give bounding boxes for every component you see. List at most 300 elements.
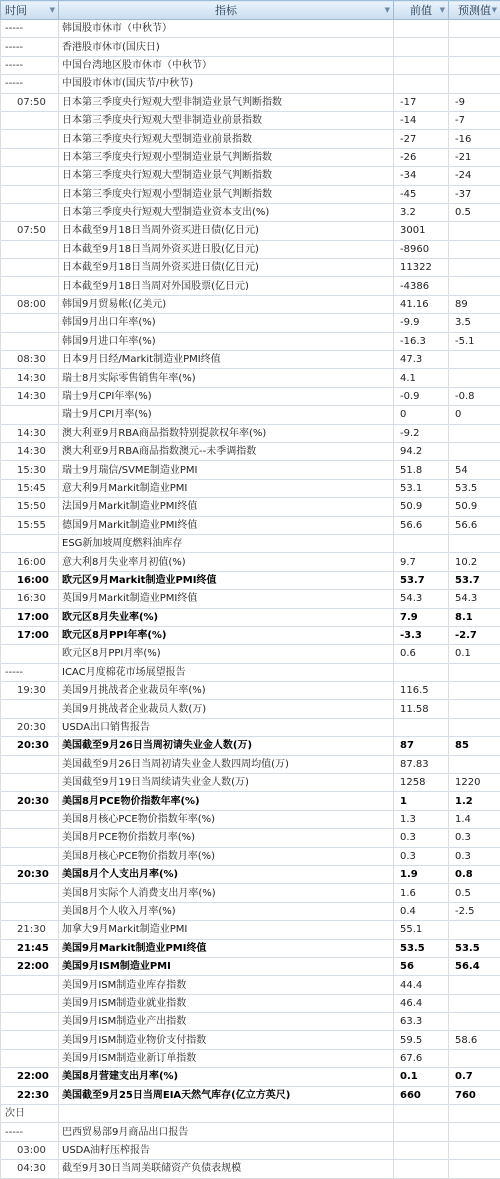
indicator-cell: 日本第三季度央行短观大型非制造业前景指数 — [59, 111, 394, 129]
indicator-cell: 美国截至9月26日当周初请失业金人数(万) — [59, 737, 394, 755]
previous-value-cell: 1.6 — [394, 884, 449, 902]
previous-value-cell: 87 — [394, 737, 449, 755]
header-row — [1, 1, 500, 20]
previous-value-cell: -9.9 — [394, 314, 449, 332]
previous-value-cell: -14 — [394, 111, 449, 129]
forecast-value-cell: 54.3 — [449, 590, 500, 608]
forecast-value-cell: -9 — [449, 93, 500, 111]
indicator-cell: 瑞士9月瑞信/SVME制造业PMI — [59, 461, 394, 479]
forecast-value-cell: -2.7 — [449, 626, 500, 644]
previous-value-cell: 46.4 — [394, 994, 449, 1012]
indicator-cell: 欧元区9月Markit制造业PMI终值 — [59, 571, 394, 589]
indicator-cell: 韩国股市休市（中秋节） — [59, 20, 394, 38]
table-row — [1, 424, 500, 442]
previous-value-cell: 11.58 — [394, 700, 449, 718]
forecast-value-cell: 53.5 — [449, 479, 500, 497]
previous-value-cell: 55.1 — [394, 921, 449, 939]
time-cell — [1, 130, 59, 148]
table-row — [1, 222, 500, 240]
time-cell — [1, 847, 59, 865]
table-row — [1, 700, 500, 718]
previous-value-cell — [394, 20, 449, 38]
previous-value-cell: 53.1 — [394, 479, 449, 497]
previous-value-cell: -4386 — [394, 277, 449, 295]
previous-value-cell: 3.2 — [394, 203, 449, 221]
forecast-value-cell: 89 — [449, 295, 500, 313]
table-row — [1, 369, 500, 387]
column-header-time-label: 时间 — [5, 4, 27, 17]
table-row — [1, 957, 500, 975]
previous-value-cell: 0.4 — [394, 902, 449, 920]
table-row — [1, 792, 500, 810]
forecast-value-cell: 760 — [449, 1086, 500, 1104]
indicator-cell: 日本第三季度央行短观小型制造业景气判断指数 — [59, 185, 394, 203]
forecast-value-cell: 0.3 — [449, 829, 500, 847]
previous-value-cell: 0 — [394, 406, 449, 424]
indicator-cell: 中国股市休市(国庆节/中秋节) — [59, 75, 394, 93]
forecast-value-cell: 0.1 — [449, 645, 500, 663]
indicator-cell: 美国8月个人收入月率(%) — [59, 902, 394, 920]
table-row — [1, 976, 500, 994]
indicator-cell: 美国8月PCE物价指数年率(%) — [59, 792, 394, 810]
previous-value-cell: 3001 — [394, 222, 449, 240]
forecast-value-cell — [449, 976, 500, 994]
previous-value-cell: 4.1 — [394, 369, 449, 387]
table-row — [1, 902, 500, 920]
forecast-value-cell — [449, 369, 500, 387]
forecast-value-cell: 54 — [449, 461, 500, 479]
time-cell: 17:00 — [1, 608, 59, 626]
previous-value-cell: 63.3 — [394, 1013, 449, 1031]
previous-value-cell: 0.1 — [394, 1068, 449, 1086]
forecast-value-cell: 53.7 — [449, 571, 500, 589]
indicator-cell: 韩国9月出口年率(%) — [59, 314, 394, 332]
indicator-cell: 美国截至9月26日当周初请失业金人数四周均值(万) — [59, 755, 394, 773]
table-body — [1, 20, 500, 1179]
indicator-cell: 美国9月ISM制造业产出指数 — [59, 1013, 394, 1031]
indicator-cell: 意大利9月Markit制造业PMI — [59, 479, 394, 497]
previous-value-cell: 59.5 — [394, 1031, 449, 1049]
table-row — [1, 1141, 500, 1159]
previous-value-cell: 0.3 — [394, 829, 449, 847]
table-row — [1, 994, 500, 1012]
time-cell: 14:30 — [1, 387, 59, 405]
table-row — [1, 590, 500, 608]
indicator-cell: 美国8月实际个人消费支出月率(%) — [59, 884, 394, 902]
time-cell: 17:00 — [1, 626, 59, 644]
indicator-cell: 美国9月ISM制造业就业指数 — [59, 994, 394, 1012]
time-cell: 22:30 — [1, 1086, 59, 1104]
previous-value-cell: 47.3 — [394, 351, 449, 369]
time-cell: 15:45 — [1, 479, 59, 497]
time-cell: 19:30 — [1, 682, 59, 700]
forecast-value-cell — [449, 75, 500, 93]
forecast-value-cell: 8.1 — [449, 608, 500, 626]
table-row — [1, 737, 500, 755]
sort-arrow-icon: ▼ — [440, 6, 445, 14]
previous-value-cell: -9.2 — [394, 424, 449, 442]
previous-value-cell — [394, 1105, 449, 1123]
forecast-value-cell — [449, 424, 500, 442]
table-row — [1, 1105, 500, 1123]
table-row — [1, 865, 500, 883]
previous-value-cell: 1.9 — [394, 865, 449, 883]
previous-value-cell: 660 — [394, 1086, 449, 1104]
forecast-value-cell: -16 — [449, 130, 500, 148]
table-row — [1, 351, 500, 369]
indicator-cell: 日本第三季度央行短观大型制造业景气判断指数 — [59, 167, 394, 185]
indicator-cell: 日本截至9月18日当周外资买进日债(亿日元) — [59, 259, 394, 277]
previous-value-cell: -8960 — [394, 240, 449, 258]
forecast-value-cell: -24 — [449, 167, 500, 185]
sort-arrow-icon: ▼ — [50, 6, 55, 14]
table-row — [1, 1160, 500, 1178]
forecast-value-cell — [449, 663, 500, 681]
forecast-value-cell: -2.5 — [449, 902, 500, 920]
table-row — [1, 479, 500, 497]
time-cell: 16:00 — [1, 571, 59, 589]
forecast-value-cell: 85 — [449, 737, 500, 755]
table-row — [1, 608, 500, 626]
indicator-cell: 瑞士9月CPI月率(%) — [59, 406, 394, 424]
previous-value-cell: -16.3 — [394, 332, 449, 350]
time-cell: ----- — [1, 56, 59, 74]
time-cell — [1, 203, 59, 221]
table-row — [1, 38, 500, 56]
time-cell: 15:30 — [1, 461, 59, 479]
table-row — [1, 442, 500, 460]
table-row — [1, 277, 500, 295]
time-cell — [1, 994, 59, 1012]
table-row — [1, 534, 500, 552]
indicator-cell: USDA出口销售报告 — [59, 718, 394, 736]
forecast-value-cell: 0 — [449, 406, 500, 424]
forecast-value-cell: -21 — [449, 148, 500, 166]
previous-value-cell: 116.5 — [394, 682, 449, 700]
time-cell — [1, 277, 59, 295]
previous-value-cell: -3.3 — [394, 626, 449, 644]
indicator-cell: 英国9月Markit制造业PMI终值 — [59, 590, 394, 608]
forecast-value-cell: -7 — [449, 111, 500, 129]
forecast-value-cell — [449, 1160, 500, 1178]
indicator-cell: ICAC月度棉花市场展望报告 — [59, 663, 394, 681]
indicator-cell: 澳大利亚9月RBA商品指数特别提款权年率(%) — [59, 424, 394, 442]
time-cell — [1, 1031, 59, 1049]
previous-value-cell: -45 — [394, 185, 449, 203]
indicator-cell: 日本截至9月18日当周外资买进日股(亿日元) — [59, 240, 394, 258]
forecast-value-cell: 0.5 — [449, 203, 500, 221]
column-header-forecast[interactable] — [449, 1, 500, 20]
previous-value-cell: 51.8 — [394, 461, 449, 479]
forecast-value-cell — [449, 921, 500, 939]
column-header-forecast-label: 预测值 — [458, 4, 491, 17]
forecast-value-cell — [449, 682, 500, 700]
indicator-cell: 美国9月挑战者企业裁员人数(万) — [59, 700, 394, 718]
time-cell: 20:30 — [1, 718, 59, 736]
table-row — [1, 626, 500, 644]
indicator-cell: 美国截至9月19日当周续请失业金人数(万) — [59, 774, 394, 792]
forecast-value-cell — [449, 351, 500, 369]
indicator-cell: 美国9月ISM制造业物价支付指数 — [59, 1031, 394, 1049]
forecast-value-cell: 56.4 — [449, 957, 500, 975]
previous-value-cell: -17 — [394, 93, 449, 111]
time-cell: 04:30 — [1, 1160, 59, 1178]
table-row — [1, 1049, 500, 1067]
indicator-cell: 欧元区8月PPI年率(%) — [59, 626, 394, 644]
forecast-value-cell — [449, 1123, 500, 1141]
time-cell: 07:50 — [1, 222, 59, 240]
table-row — [1, 314, 500, 332]
time-cell — [1, 700, 59, 718]
forecast-value-cell — [449, 700, 500, 718]
previous-value-cell: 54.3 — [394, 590, 449, 608]
time-cell — [1, 167, 59, 185]
forecast-value-cell: 0.7 — [449, 1068, 500, 1086]
time-cell: 22:00 — [1, 957, 59, 975]
table-row — [1, 921, 500, 939]
indicator-cell: 日本第三季度央行短观小型制造业景气判断指数 — [59, 148, 394, 166]
forecast-value-cell — [449, 259, 500, 277]
indicator-cell: 美国9月ISM制造业PMI — [59, 957, 394, 975]
time-cell: ----- — [1, 663, 59, 681]
time-cell: 20:30 — [1, 792, 59, 810]
time-cell: ----- — [1, 1123, 59, 1141]
indicator-cell: 法国9月Markit制造业PMI终值 — [59, 498, 394, 516]
indicator-cell: 日本截至9月18日当周对外国股票(亿日元) — [59, 277, 394, 295]
table-row — [1, 516, 500, 534]
forecast-value-cell: -0.8 — [449, 387, 500, 405]
table-row — [1, 774, 500, 792]
time-cell: ----- — [1, 38, 59, 56]
time-cell — [1, 185, 59, 203]
previous-value-cell — [394, 75, 449, 93]
forecast-value-cell — [449, 1141, 500, 1159]
indicator-cell: 美国8月核心PCE物价指数年率(%) — [59, 810, 394, 828]
previous-value-cell: 94.2 — [394, 442, 449, 460]
indicator-cell: 美国8月营建支出月率(%) — [59, 1068, 394, 1086]
previous-value-cell: 7.9 — [394, 608, 449, 626]
table-row — [1, 185, 500, 203]
table-row — [1, 1123, 500, 1141]
forecast-value-cell: 50.9 — [449, 498, 500, 516]
table-row — [1, 1086, 500, 1104]
indicator-cell: 加拿大9月Markit制造业PMI — [59, 921, 394, 939]
column-header-indicator[interactable] — [59, 1, 394, 20]
previous-value-cell: -26 — [394, 148, 449, 166]
time-cell: 16:00 — [1, 553, 59, 571]
time-cell — [1, 829, 59, 847]
forecast-value-cell: 3.5 — [449, 314, 500, 332]
table-row — [1, 406, 500, 424]
table-row — [1, 645, 500, 663]
indicator-cell: 美国9月ISM制造业新订单指数 — [59, 1049, 394, 1067]
table-row — [1, 682, 500, 700]
indicator-cell: USDA油籽压榨报告 — [59, 1141, 394, 1159]
previous-value-cell: 56.6 — [394, 516, 449, 534]
previous-value-cell — [394, 1141, 449, 1159]
time-cell: 20:30 — [1, 737, 59, 755]
time-cell — [1, 148, 59, 166]
table-row — [1, 553, 500, 571]
forecast-value-cell — [449, 1049, 500, 1067]
indicator-cell: 美国9月挑战者企业裁员年率(%) — [59, 682, 394, 700]
table-row — [1, 295, 500, 313]
forecast-value-cell: -37 — [449, 185, 500, 203]
previous-value-cell: 1258 — [394, 774, 449, 792]
time-cell — [1, 406, 59, 424]
table-row — [1, 203, 500, 221]
table-row — [1, 148, 500, 166]
time-cell: 08:30 — [1, 351, 59, 369]
time-cell — [1, 1049, 59, 1067]
time-cell: 16:30 — [1, 590, 59, 608]
indicator-cell: 韩国9月贸易帐(亿美元) — [59, 295, 394, 313]
forecast-value-cell — [449, 277, 500, 295]
forecast-value-cell — [449, 222, 500, 240]
time-cell: 07:50 — [1, 93, 59, 111]
forecast-value-cell — [449, 718, 500, 736]
time-cell — [1, 1013, 59, 1031]
indicator-cell — [59, 1105, 394, 1123]
time-cell: ----- — [1, 20, 59, 38]
indicator-cell: 德国9月Markit制造业PMI终值 — [59, 516, 394, 534]
indicator-cell: 澳大利亚9月RBA商品指数澳元--未季调指数 — [59, 442, 394, 460]
time-cell: 20:30 — [1, 865, 59, 883]
time-cell: 14:30 — [1, 424, 59, 442]
previous-value-cell: 56 — [394, 957, 449, 975]
column-header-previous-label: 前值 — [410, 4, 432, 17]
indicator-cell: 美国截至9月25日当周EIA天然气库存(亿立方英尺) — [59, 1086, 394, 1104]
time-cell: 22:00 — [1, 1068, 59, 1086]
previous-value-cell: 44.4 — [394, 976, 449, 994]
forecast-value-cell: 10.2 — [449, 553, 500, 571]
indicator-cell: 香港股市休市(国庆日) — [59, 38, 394, 56]
previous-value-cell: -34 — [394, 167, 449, 185]
indicator-cell: 韩国9月进口年率(%) — [59, 332, 394, 350]
time-cell: 21:45 — [1, 939, 59, 957]
previous-value-cell: 11322 — [394, 259, 449, 277]
indicator-cell: 日本第三季度央行短观大型非制造业景气判断指数 — [59, 93, 394, 111]
indicator-cell: 瑞士9月CPI年率(%) — [59, 387, 394, 405]
indicator-cell: 美国9月ISM制造业库存指数 — [59, 976, 394, 994]
forecast-value-cell: 56.6 — [449, 516, 500, 534]
forecast-value-cell: 1.2 — [449, 792, 500, 810]
previous-value-cell: 0.3 — [394, 847, 449, 865]
forecast-value-cell: 0.3 — [449, 847, 500, 865]
column-header-time[interactable] — [1, 1, 59, 20]
time-cell: 03:00 — [1, 1141, 59, 1159]
table-row — [1, 884, 500, 902]
table-row — [1, 1068, 500, 1086]
previous-value-cell: 53.5 — [394, 939, 449, 957]
indicator-cell: 美国8月核心PCE物价指数月率(%) — [59, 847, 394, 865]
time-cell: 次日 — [1, 1105, 59, 1123]
forecast-value-cell: 53.5 — [449, 939, 500, 957]
previous-value-cell: -0.9 — [394, 387, 449, 405]
table-row — [1, 571, 500, 589]
previous-value-cell: 67.6 — [394, 1049, 449, 1067]
time-cell — [1, 332, 59, 350]
previous-value-cell: 9.7 — [394, 553, 449, 571]
indicator-cell: 瑞士8月实际零售销售年率(%) — [59, 369, 394, 387]
forecast-value-cell — [449, 1013, 500, 1031]
previous-value-cell: 50.9 — [394, 498, 449, 516]
previous-value-cell — [394, 1123, 449, 1141]
table-row — [1, 663, 500, 681]
forecast-value-cell — [449, 534, 500, 552]
indicator-cell: 中国台湾地区股市休市（中秋节） — [59, 56, 394, 74]
table-row — [1, 718, 500, 736]
table-row — [1, 167, 500, 185]
forecast-value-cell — [449, 1105, 500, 1123]
table-row — [1, 755, 500, 773]
previous-value-cell — [394, 1160, 449, 1178]
indicator-cell: 美国9月Markit制造业PMI终值 — [59, 939, 394, 957]
indicator-cell: 日本第三季度央行短观大型制造业前景指数 — [59, 130, 394, 148]
time-cell: 15:55 — [1, 516, 59, 534]
time-cell — [1, 902, 59, 920]
forecast-value-cell — [449, 442, 500, 460]
table-row — [1, 829, 500, 847]
time-cell — [1, 774, 59, 792]
time-cell — [1, 259, 59, 277]
time-cell: 21:30 — [1, 921, 59, 939]
forecast-value-cell — [449, 994, 500, 1012]
previous-value-cell — [394, 38, 449, 56]
forecast-value-cell — [449, 56, 500, 74]
indicator-cell: 截至9月30日当周美联储资产负债表规模 — [59, 1160, 394, 1178]
table-row — [1, 332, 500, 350]
previous-value-cell — [394, 718, 449, 736]
time-cell: 14:30 — [1, 442, 59, 460]
sort-arrow-icon: ▼ — [385, 6, 390, 14]
table-row — [1, 810, 500, 828]
table-row — [1, 461, 500, 479]
table-row — [1, 56, 500, 74]
forecast-value-cell — [449, 240, 500, 258]
table-row — [1, 130, 500, 148]
time-cell — [1, 755, 59, 773]
table-row — [1, 240, 500, 258]
indicator-cell: 日本第三季度央行短观大型制造业资本支出(%) — [59, 203, 394, 221]
column-header-indicator-label: 指标 — [215, 4, 237, 17]
time-cell — [1, 976, 59, 994]
indicator-cell: 美国8月个人支出月率(%) — [59, 865, 394, 883]
forecast-value-cell: 1220 — [449, 774, 500, 792]
time-cell — [1, 534, 59, 552]
indicator-cell: 欧元区8月失业率(%) — [59, 608, 394, 626]
previous-value-cell: 41.16 — [394, 295, 449, 313]
time-cell — [1, 810, 59, 828]
forecast-value-cell: 0.8 — [449, 865, 500, 883]
forecast-value-cell: 1.4 — [449, 810, 500, 828]
table-row — [1, 259, 500, 277]
table-row — [1, 387, 500, 405]
table-row — [1, 939, 500, 957]
forecast-value-cell: -5.1 — [449, 332, 500, 350]
time-cell: 15:50 — [1, 498, 59, 516]
previous-value-cell: 0.6 — [394, 645, 449, 663]
column-header-previous[interactable] — [394, 1, 449, 20]
forecast-value-cell: 0.5 — [449, 884, 500, 902]
indicator-cell: 日本截至9月18日当周外资买进日债(亿日元) — [59, 222, 394, 240]
previous-value-cell — [394, 56, 449, 74]
indicator-cell: 意大利8月失业率月初值(%) — [59, 553, 394, 571]
previous-value-cell — [394, 534, 449, 552]
time-cell — [1, 240, 59, 258]
table-row — [1, 1031, 500, 1049]
previous-value-cell: -27 — [394, 130, 449, 148]
